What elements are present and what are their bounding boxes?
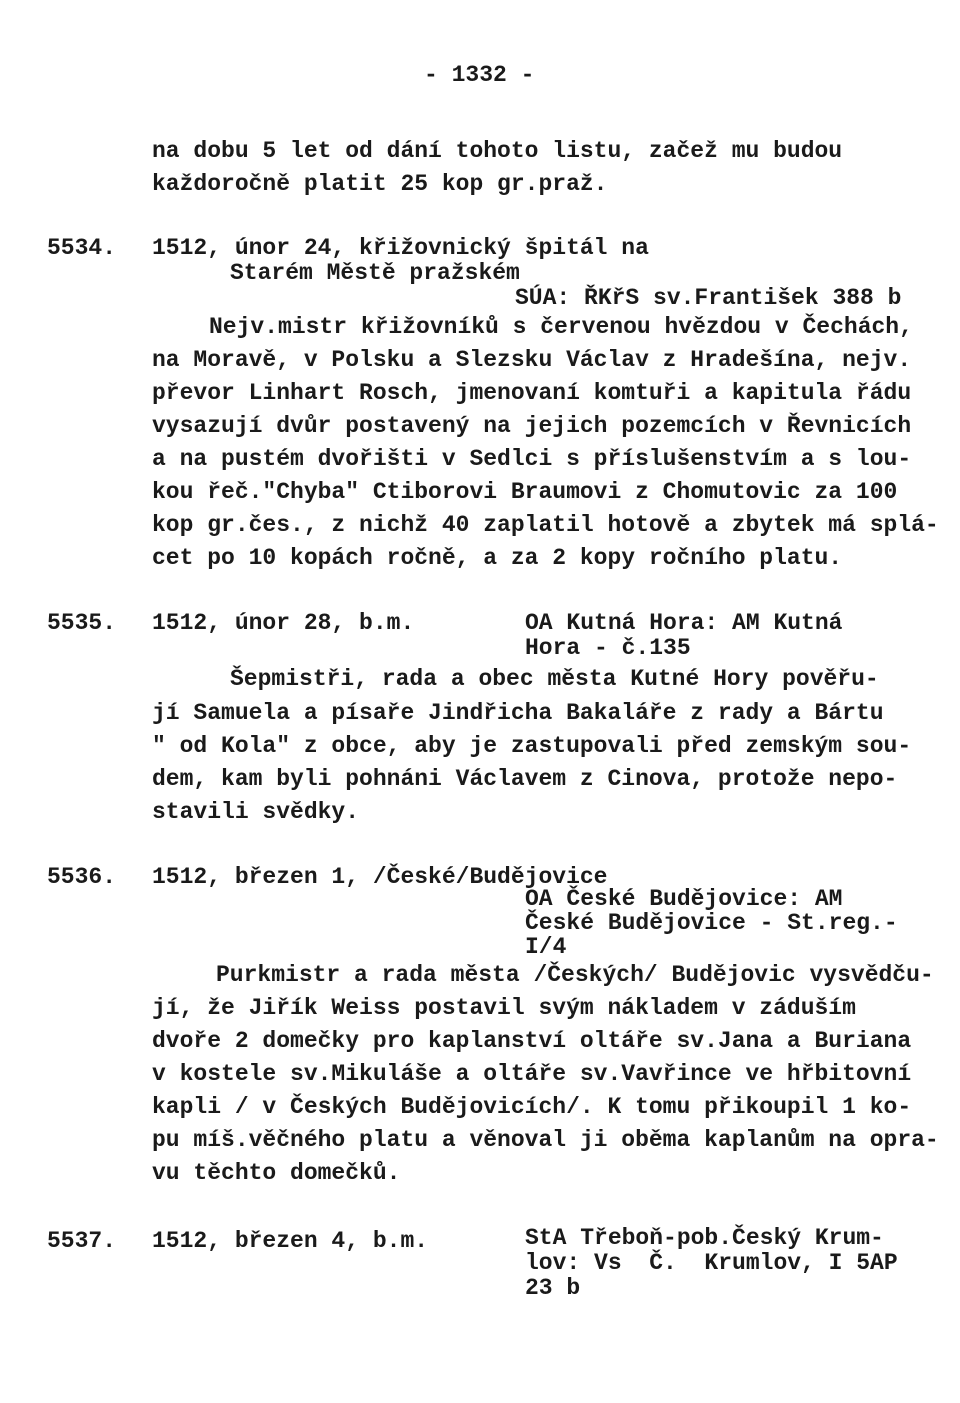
entry-body-line: " od Kola" z obce, aby je zastupovali před zemským sou- bbox=[152, 733, 912, 759]
entry-source: 23 b bbox=[525, 1275, 581, 1301]
entry-source: Hora - č.135 bbox=[525, 635, 691, 661]
entry-source: I/4 bbox=[525, 934, 567, 960]
entry-number: 5535. bbox=[47, 610, 117, 636]
entry-source: OA Kutná Hora: AM Kutná bbox=[525, 610, 843, 636]
page-number: - 1332 - bbox=[424, 62, 535, 88]
entry-body-line: pu míš.věčného platu a věnoval ji oběma kaplanům na opra- bbox=[152, 1127, 939, 1153]
entry-source: SÚA: ŘKřS sv.František 388 b bbox=[515, 285, 902, 311]
entry-body-line: a na pustém dvořišti v Sedlci s příslušenstvím a s lou- bbox=[152, 446, 912, 472]
entry-date-place: 1512, únor 28, b.m. bbox=[152, 610, 415, 636]
entry-body-line: kop gr.čes., z nichž 40 zaplatil hotově a zbytek má splá- bbox=[152, 512, 939, 538]
entry-body-line: dem, kam byli pohnáni Václavem z Cinova, protože nepo- bbox=[152, 766, 898, 792]
entry-body-line: stavili svědky. bbox=[152, 799, 360, 825]
entry-date-place: Starém Městě pražském bbox=[230, 260, 520, 286]
entry-body-line: jí, že Jiřík Weiss postavil svým nákladem v záduším bbox=[152, 995, 856, 1021]
entry-body-line: Šepmistři, rada a obec města Kutné Hory pověřu- bbox=[230, 666, 879, 692]
entry-body-line: jí Samuela a písaře Jindřicha Bakaláře z rady a Bártu bbox=[152, 700, 884, 726]
entry-body-line: v kostele sv.Mikuláše a oltáře sv.Vavřince ve hřbitovní bbox=[152, 1061, 912, 1087]
entry-body-line: Nejv.mistr křižovníků s červenou hvězdou v Čechách, bbox=[209, 314, 913, 340]
entry-body-line: cet po 10 kopách ročně, a za 2 kopy ročního platu. bbox=[152, 545, 843, 571]
entry-body-line: převor Linhart Rosch, jmenovaní komtuři a kapitula řádu bbox=[152, 380, 912, 406]
entry-date-place: 1512, únor 24, křižovnický špitál na bbox=[152, 235, 649, 261]
entry-date-place: 1512, březen 1, /České/Budějovice bbox=[152, 864, 608, 890]
entry-body-line: dvoře 2 domečky pro kaplanství oltáře sv.Jana a Buriana bbox=[152, 1028, 912, 1054]
intro-line: každoročně platit 25 kop gr.praž. bbox=[152, 171, 608, 197]
entry-number: 5537. bbox=[47, 1228, 117, 1254]
entry-source: StA Třeboň-pob.Český Krum- bbox=[525, 1225, 884, 1251]
intro-line: na dobu 5 let od dání tohoto listu, začež mu budou bbox=[152, 138, 843, 164]
entry-body-line: na Moravě, v Polsku a Slezsku Václav z Hradešína, nejv. bbox=[152, 347, 912, 373]
entry-source: OA České Budějovice: AM bbox=[525, 886, 843, 912]
entry-date-place: 1512, březen 4, b.m. bbox=[152, 1228, 429, 1254]
entry-number: 5534. bbox=[47, 235, 117, 261]
entry-body-line: vysazují dvůr postavený na jejich pozemcích v Řevnicích bbox=[152, 413, 912, 439]
entry-body-line: vu těchto domečků. bbox=[152, 1160, 401, 1186]
entry-body-line: kapli / v Českých Budějovicích/. K tomu přikoupil 1 ko- bbox=[152, 1094, 912, 1120]
entry-source: České Budějovice - St.reg.- bbox=[525, 910, 898, 936]
entry-body-line: kou řeč."Chyba" Ctiborovi Braumovi z Chomutovic za 100 bbox=[152, 479, 898, 505]
entry-body-line: Purkmistr a rada města /Českých/ Budějovic vysvědču- bbox=[216, 962, 934, 988]
entry-number: 5536. bbox=[47, 864, 117, 890]
entry-source: lov: Vs Č. Krumlov, I 5AP bbox=[525, 1250, 898, 1276]
